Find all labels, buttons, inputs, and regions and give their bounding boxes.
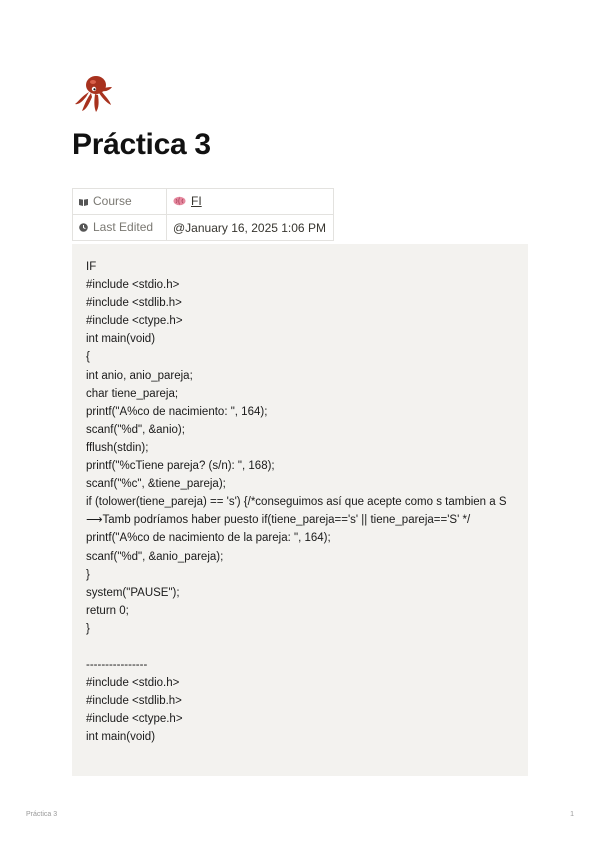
code-line: int main(void) — [86, 333, 156, 346]
code-line: int anio, anio_pareja; — [86, 369, 193, 382]
property-row-last-edited — [73, 215, 334, 241]
code-line: system("PAUSE"); — [86, 586, 180, 599]
property-label: Course — [93, 194, 132, 209]
property-value-last-edited: @January 16, 2025 1:06 PM — [167, 215, 334, 241]
code-line: { — [86, 351, 90, 364]
code-line: #include <ctype.h> — [86, 713, 183, 726]
code-line: #include <stdlib.h> — [86, 695, 182, 708]
property-label: Last Edited — [93, 220, 154, 235]
property-key-course — [73, 189, 167, 215]
footer-page-number: 1 — [570, 811, 574, 818]
course-link[interactable]: FI — [191, 194, 202, 209]
properties-table — [72, 188, 334, 241]
code-line: printf("%cTiene pareja? (s/n): ", 168); — [86, 460, 275, 473]
code-line: #include <stdio.h> — [86, 677, 180, 690]
code-line: scanf("%c", &tiene_pareja); — [86, 478, 226, 491]
code-line: } — [86, 568, 90, 581]
code-line: char tiene_pareja; — [86, 387, 179, 400]
property-value-course[interactable] — [167, 189, 334, 215]
code-line: ---------------- — [86, 659, 148, 672]
brain-icon — [173, 195, 186, 209]
clock-icon — [79, 221, 88, 235]
code-line: #include <stdlib.h> — [86, 297, 182, 310]
code-line: return 0; — [86, 604, 129, 617]
page-title: Práctica 3 — [72, 128, 211, 161]
code-line: fflush(stdin); — [86, 441, 149, 454]
code-line: scanf("%d", &anio_pareja); — [86, 550, 224, 563]
code-line: printf("A%co de nacimiento de la pareja: ", 164); — [86, 532, 331, 545]
code-line: } — [86, 622, 90, 635]
code-line: #include <stdio.h> — [86, 279, 180, 292]
property-key-last-edited — [73, 215, 167, 241]
footer-page-title: Práctica 3 — [26, 811, 58, 818]
code-line: printf("A%co de nacimiento: ", 164); — [86, 405, 268, 418]
code-line — [86, 638, 514, 656]
code-line: if (tolower(tiene_pareja) == 's') {/*conseguimos así que acepte como s tambien a S⟶Tamb podríamos haber puesto if(tiene_pareja=='s' || tiene_pareja=='S' */ — [86, 496, 507, 527]
code-line: IF — [86, 261, 97, 273]
code-line: #include <ctype.h> — [86, 315, 183, 328]
code-line: int main(void) — [86, 731, 156, 744]
code-line: scanf("%d", &anio); — [86, 423, 185, 436]
code-block — [72, 244, 528, 776]
squid-icon — [72, 72, 114, 114]
property-row-course — [73, 189, 334, 215]
book-icon — [79, 195, 88, 209]
